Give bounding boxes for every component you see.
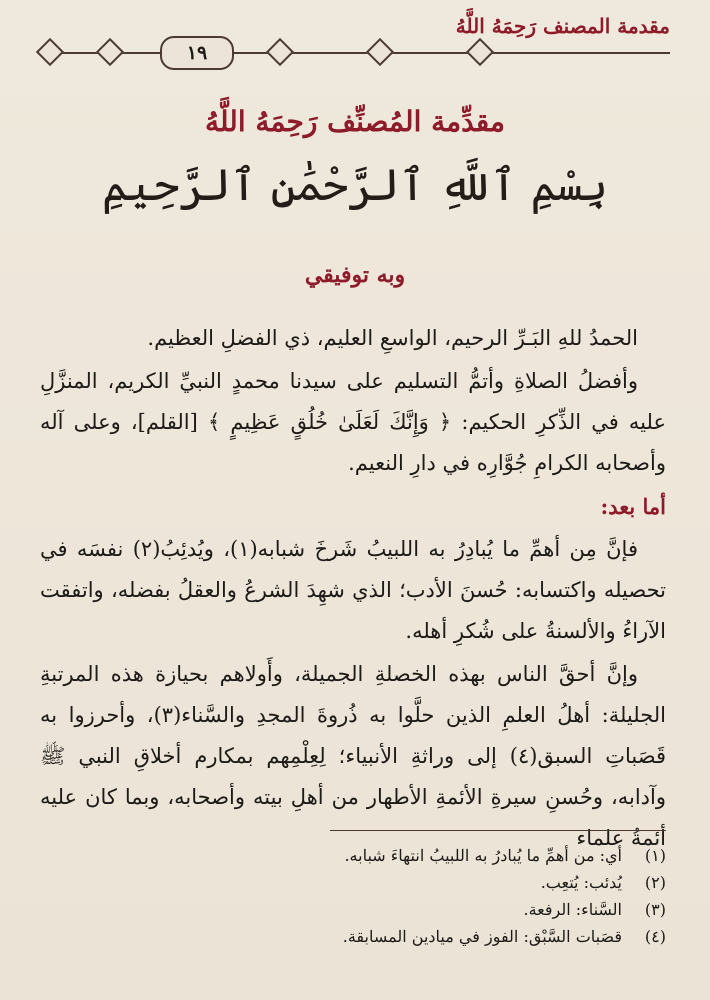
footnotes bbox=[40, 842, 666, 950]
footnote-number: (٢) bbox=[644, 873, 666, 892]
paragraph: وأفضلُ الصلاةِ وأتمُّ التسليم على سيدنا محمدٍ النبيِّ الكريم، المنزَّلِ عليه في الذِّكرِ الحكيم: ﴿ وَإِنَّكَ لَعَلَىٰ خُلُقٍ عَظِيمٍ ﴾ [القلم]، وعلى آله وأصحابه الكرامِ جُوَّارِه في دارِ النعيم. bbox=[40, 369, 666, 475]
footnote-text: السَّناء: الرفعة. bbox=[523, 900, 622, 919]
ornament-diamond-icon bbox=[466, 38, 494, 66]
footnote-item bbox=[40, 842, 666, 869]
paragraph: وإنَّ أحقَّ الناس بهذه الخصلةِ الجميلة، وأَولاهم بحيازة هذه المرتبةِ الجليلة: أهلُ العلمِ الذين حلَّوا به ذُروةَ المجدِ والسَّناء(٣)، وأحرزوا به قَصَباتِ السبق(٤) إلى وراثةِ الأنبياء؛ لِعِلْمِهم بمكارم أخلاقِ النبي ﷺ وآدابه، وحُسنِ سيرةِ الأئمةِ الأطهار من أهلِ بيته وأصحابه، وبما كان عليه أئمةُ علماء bbox=[40, 662, 666, 850]
chapter-title: مقدِّمة المُصنِّف رَحِمَهُ اللَّهُ bbox=[205, 105, 505, 138]
footnote-divider bbox=[330, 830, 666, 831]
footnote-text: أي: من أهمِّ ما يُبادرُ به اللبيبُ انتهاءَ شبابه. bbox=[344, 846, 622, 865]
basmala-calligraphy: بِسْمِ ٱللَّهِ ٱلرَّحْمَٰنِ ٱلرَّحِيمِ bbox=[101, 160, 609, 211]
page-number: ١٩ bbox=[160, 36, 234, 70]
footnote-text: قصَبات السَّبْق: الفوز في ميادين المسابقة. bbox=[342, 927, 622, 946]
page-header bbox=[40, 14, 670, 74]
body-text bbox=[40, 318, 666, 861]
running-title: مقدمة المصنف رَحِمَهُ اللَّهُ bbox=[455, 14, 670, 38]
subtitle: وبه توفيقي bbox=[304, 262, 406, 288]
paragraph: الحمدُ للهِ البَـرِّ الرحيم، الواسعِ العليم، ذي الفضلِ العظيم. bbox=[147, 326, 638, 350]
ornament-diamond-icon bbox=[266, 38, 294, 66]
section-heading: أما بعد: bbox=[600, 494, 666, 519]
ornament-diamond-icon bbox=[96, 38, 124, 66]
ornament-diamond-icon bbox=[36, 38, 64, 66]
footnote-number: (٣) bbox=[644, 900, 666, 919]
footnote-item bbox=[40, 923, 666, 950]
footnote-item bbox=[40, 869, 666, 896]
footnote-number: (١) bbox=[644, 846, 666, 865]
header-ornament-line bbox=[40, 52, 670, 54]
footnote-number: (٤) bbox=[644, 927, 666, 946]
ornament-diamond-icon bbox=[366, 38, 394, 66]
footnote-text: يُدئب: يُتعِب. bbox=[540, 873, 622, 892]
footnote-item bbox=[40, 896, 666, 923]
paragraph: فإنَّ مِن أهمِّ ما يُبادِرُ به اللبيبُ شَرخَ شبابه(١)، ويُدئِبُ(٢) نفسَه في تحصيله واكتسابه: حُسنَ الأدب؛ الذي شهِدَ الشرعُ والعقلُ بفضله، واتفقت الآراءُ والألسنةُ على شُكرِ أهله. bbox=[40, 537, 666, 643]
